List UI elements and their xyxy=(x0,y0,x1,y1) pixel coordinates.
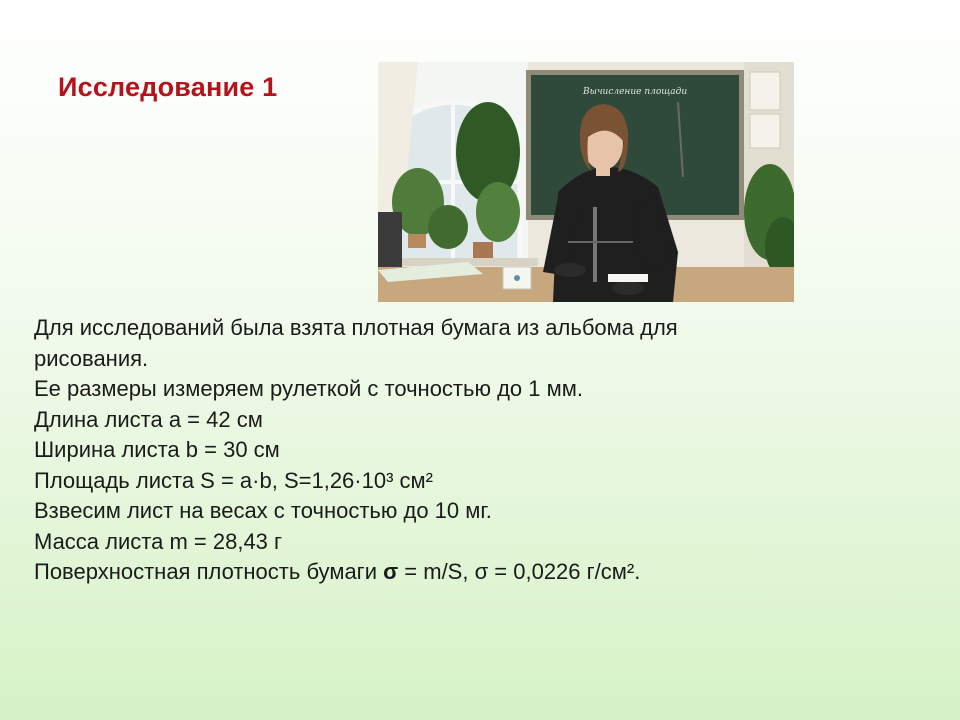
sheet-length: Длина листа a = 42 см xyxy=(34,406,263,432)
surface-density xyxy=(34,557,834,588)
paragraph-line: рисования. xyxy=(34,345,149,371)
slide-body xyxy=(34,313,834,588)
classroom-photo-illustration xyxy=(378,62,794,302)
density-formula: = m/S, σ = 0,0226 г/см². xyxy=(398,559,641,584)
classroom-photo xyxy=(378,62,794,302)
sigma-symbol: σ xyxy=(383,559,399,584)
sheet-mass: Масса листа m = 28,43 г xyxy=(34,528,283,554)
board-caption: Вычисление площади xyxy=(583,87,688,97)
slide-title: Исследование 1 xyxy=(58,72,278,102)
measurement-note: Ее размеры измеряем рулеткой с точностью до 1 мм. xyxy=(34,376,583,401)
paragraph-line: Для исследований была взята плотная бумага из альбома для xyxy=(34,315,678,340)
weighing-note: Взвесим лист на весах с точностью до 10 мг. xyxy=(34,498,492,523)
sheet-area: Площадь листа S = a·b, S=1,26·10³ см² xyxy=(34,467,433,493)
sheet-width: Ширина листа b = 30 см xyxy=(34,437,280,462)
density-prefix: Поверхностная плотность бумаги xyxy=(34,559,384,584)
